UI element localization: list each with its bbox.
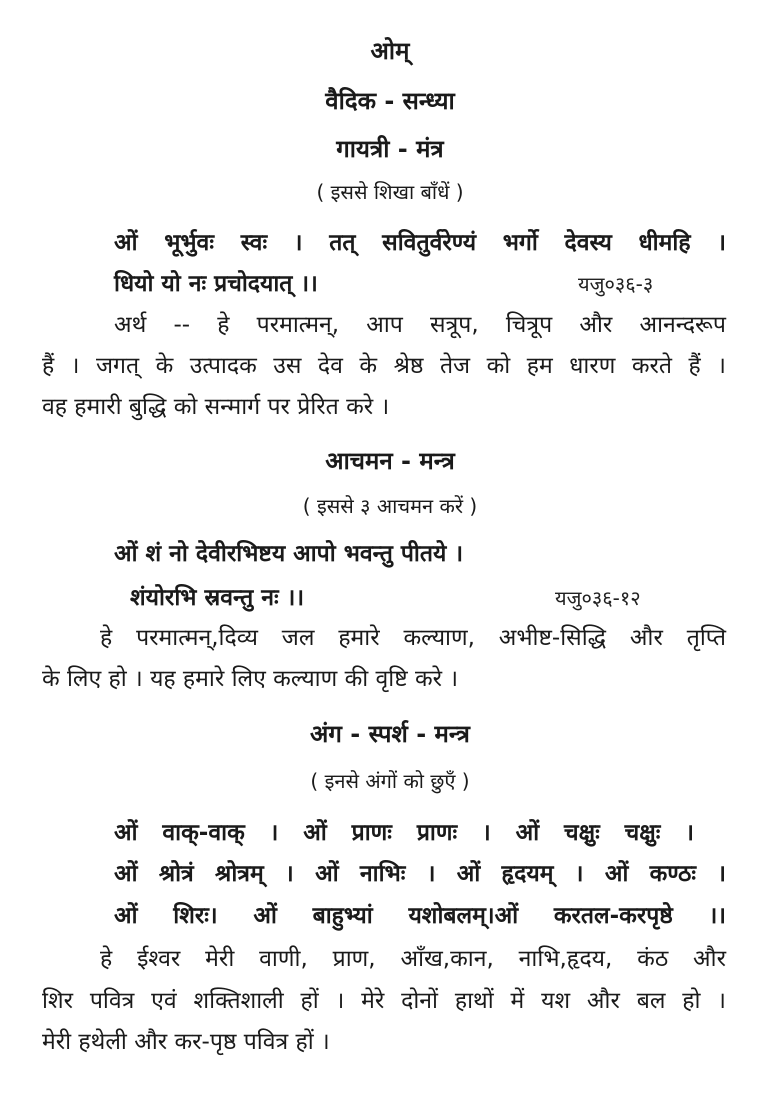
meaning-line: हे ईश्वर मेरी वाणी, प्राण, आँख,कान, नाभि,हृदय, कंठ और: [100, 946, 726, 972]
page-subtitle: वैदिक - सन्ध्या: [325, 87, 455, 115]
mantra-line: ओं शिरः। ओं बाहुभ्यां यशोबलम्।ओं करतल-करपृष्ठे ।।: [114, 903, 726, 929]
meaning-line: हैं । जगत् के उत्पादक उस देव के श्रेष्ठ तेज को हम धारण करते हैं ।: [42, 353, 726, 379]
mantra-line: धियो यो नः प्रचोदयात् ।।: [114, 271, 318, 297]
page-title: ओम्: [370, 37, 410, 65]
meaning-line: अर्थ -- हे परमात्मन्, आप सत्रूप, चित्रूप और आनन्दरूप: [114, 312, 726, 338]
meaning-line: मेरी हथेली और कर-पृष्ठ पवित्र हों ।: [42, 1029, 330, 1055]
mantra-line: ओं भूर्भुवः स्वः । तत् सवितुर्वरेण्यं भर्गो देवस्य धीमहि ।: [114, 230, 726, 256]
mantra-line: शंयोरभि स्रवन्तु नः ।।: [130, 585, 305, 611]
section-instruction: ( इनसे अंगों को छुएँ ): [310, 769, 470, 793]
mantra-line: ओं श्रोत्रं श्रोत्रम् । ओं नाभिः । ओं हृदयम् । ओं कण्ठः ।: [114, 861, 726, 887]
mantra-line: ओं वाक्-वाक् । ओं प्राणः प्राणः । ओं चक्षुः चक्षुः ।: [114, 820, 694, 846]
section-instruction: ( इससे शिखा बाँधें ): [316, 180, 464, 204]
meaning-line: शिर पवित्र एवं शक्तिशाली हों । मेरे दोनों हाथों में यश और बल हो ।: [42, 988, 726, 1014]
section-heading: गायत्री - मंत्र: [336, 135, 444, 163]
meaning-line: वह हमारी बुद्धि को सन्मार्ग पर प्रेरित करे ।: [42, 394, 390, 420]
section-instruction: ( इससे ३ आचमन करें ): [302, 494, 478, 518]
section-heading: अंग - स्पर्श - मन्त्र: [310, 720, 470, 748]
verse-reference: यजु०३६-१२: [555, 586, 641, 610]
meaning-line: के लिए हो । यह हमारे लिए कल्याण की वृष्टि करे ।: [42, 666, 459, 692]
meaning-line: हे परमात्मन्,दिव्य जल हमारे कल्याण, अभीष्ट-सिद्धि और तृप्ति: [100, 625, 726, 651]
mantra-line: ओं शं नो देवीरभिष्टय आपो भवन्तु पीतये ।: [114, 541, 464, 567]
verse-reference: यजु०३६-३: [578, 272, 654, 296]
section-heading: आचमन - मन्त्र: [325, 447, 455, 475]
